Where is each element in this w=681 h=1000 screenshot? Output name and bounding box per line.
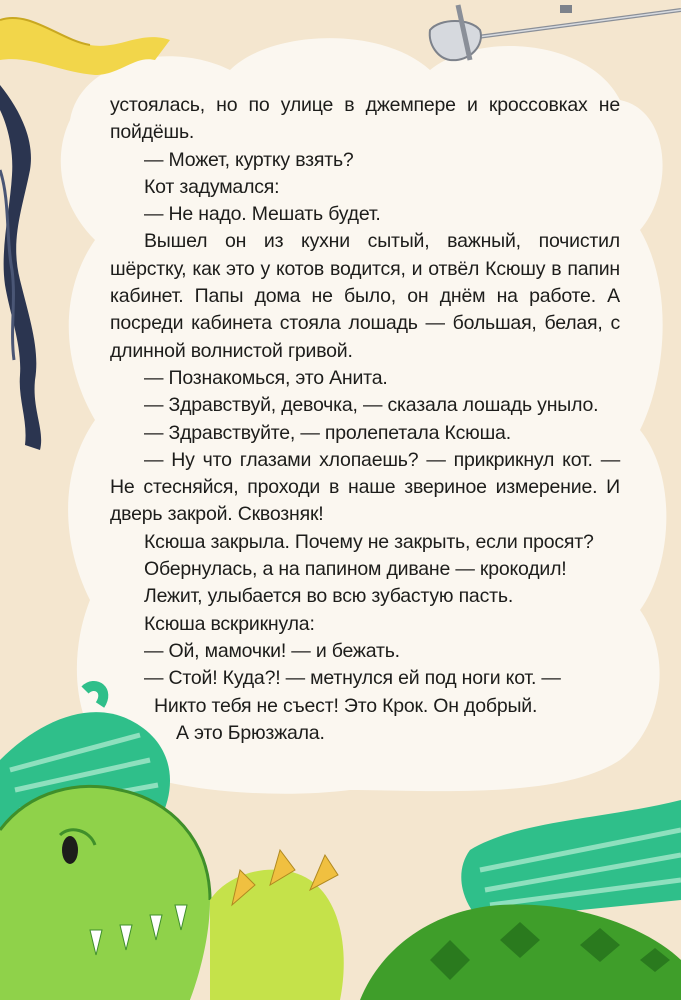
paragraph: — Не надо. Мешать будет. — [144, 203, 381, 226]
paragraph: устоялась, но по улице в джемпере и кроссовках не пойдёшь. — [110, 94, 620, 144]
paragraph: Кот задумался: — [144, 175, 280, 198]
paragraph: — Ну что глазами хлопаешь? — прикрикнул кот. — Не стесняйся, проходи в наше звериное измерение. И дверь закрой. Сквозняк! — [110, 448, 620, 526]
paragraph: — Ой, мамочки! — и бежать. — [144, 639, 400, 662]
paragraph: Ксюша закрыла. Почему не закрыть, если просят? — [144, 530, 594, 553]
paragraph: Лежит, улыбается во всю зубастую пасть. — [144, 585, 514, 608]
paragraph: Ксюша вскрикнула: — [144, 612, 315, 635]
paragraph: — Стой! Куда?! — метнулся ей под ноги кот. — — [144, 667, 561, 690]
paragraph: А это Брюзжала. — [176, 721, 325, 744]
paragraph: Вышел он из кухни сытый, важный, почистил шёрстку, как это у котов водится, и отвёл Ксюшу в папин кабинет. Папы дома не было, он днём на работе. А посреди кабинета стояла лошадь — большая, белая, с длинной волнистой гривой. — [110, 230, 620, 362]
sword-icon — [430, 5, 681, 60]
paragraph: — Может, куртку взять? — [144, 148, 354, 171]
story-text — [110, 92, 620, 747]
paragraph: Никто тебя не съест! Это Крок. Он добрый. — [154, 694, 538, 717]
paragraph: — Здравствуй, девочка, — сказала лошадь уныло. — [144, 394, 599, 417]
paragraph: — Познакомься, это Анита. — [144, 366, 388, 389]
paragraph: — Здравствуйте, — пролепетала Ксюша. — [144, 421, 511, 444]
paragraph: Обернулась, а на папином диване — крокодил! — [144, 558, 567, 581]
